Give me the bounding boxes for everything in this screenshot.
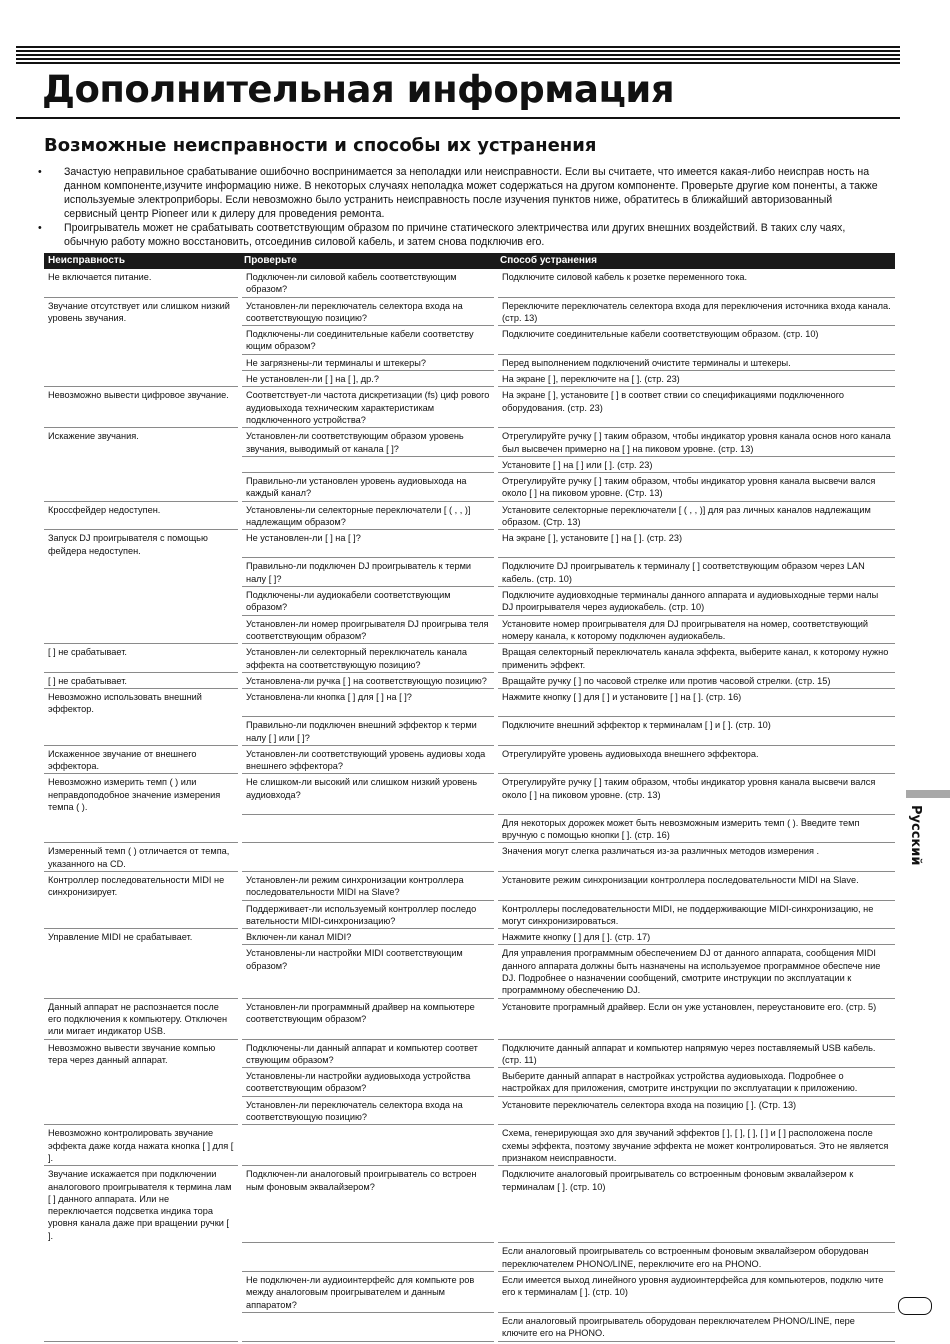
- cell-check: Включен-ли канал MIDI?: [240, 929, 496, 945]
- cell-problem: [44, 1243, 240, 1272]
- cell-check: Установлен-ли соответствующим образом уровень звучания, выводимый от канала [ ]?: [240, 428, 496, 457]
- table-row: [44, 1068, 895, 1097]
- cell-check: Установлен-ли соответствующий уровень аудиовы хода внешнего эффектора?: [240, 745, 496, 774]
- cell-remedy: На экране [ ], переключите на [ ]. (стр. 23): [496, 371, 895, 387]
- cell-check: Правильно-ли установлен уровень аудиовыхода на каждый канал?: [240, 473, 496, 502]
- table-row: [44, 501, 895, 530]
- table-row: [44, 1039, 895, 1068]
- cell-problem: [44, 615, 240, 644]
- cell-remedy: Подключите силовой кабель к розетке переменного тока.: [496, 269, 895, 297]
- cell-problem: [44, 587, 240, 616]
- cell-problem: [44, 1312, 240, 1341]
- cell-check: Установлены-ли селекторные переключатели [ ( , , )] надлежащим образом?: [240, 501, 496, 530]
- cell-remedy: Установите режим синхронизации контроллера последовательности MIDI на Slave.: [496, 871, 895, 900]
- table-row: [44, 326, 895, 355]
- title-rule: [16, 117, 900, 119]
- cell-check: Правильно-ли подключен внешний эффектор к терми налу [ ] или [ ]?: [240, 717, 496, 746]
- table-row: [44, 473, 895, 502]
- cell-remedy: Отрегулируйте ручку [ ] таким образом, чтобы индикатор уровня канала высвечи вался около [ ] на пиковом уровне. (Стр. 13): [496, 473, 895, 502]
- cell-problem: [44, 717, 240, 746]
- cell-check: [240, 814, 496, 843]
- table-header-row: [44, 253, 895, 269]
- cell-check: Установлен-ли номер проигрывателя DJ проигрыва теля соответствующим образом?: [240, 615, 496, 644]
- language-tab-marker: [906, 790, 950, 798]
- cell-remedy: Нажмите кнопку [ ] для [ ] и установите [ ] на [ ]. (стр. 16): [496, 689, 895, 717]
- cell-problem: Невозможно вывести звучание компью тера через данный аппарат.: [48, 1042, 216, 1065]
- cell-remedy: Для некоторых дорожек может быть невозможным измерить темп ( ). Введите темп вручную с помощью кнопки [ ]. (стр. 16): [496, 814, 895, 843]
- page-number-badge: [898, 1297, 932, 1315]
- cell-problem: Искажение звучания.: [48, 431, 139, 442]
- cell-remedy: Схема, генерирующая эхо для звучаний эффектов [ ], [ ], [ ], [ ] и [ ] расположена после схемы эффекта, поэтому звучание эффекта не может контролироваться. Это не является признаком неисправности.: [496, 1125, 895, 1166]
- table-row: [44, 615, 895, 644]
- cell-check: Не слишком-ли высокий или слишком низкий уровень аудиовхода?: [240, 774, 496, 814]
- cell-remedy: Контроллеры последовательности MIDI, не поддерживающие MIDI-синхронизацию, не могут синхронизироваться.: [496, 900, 895, 929]
- cell-problem: Невозможно использовать внешний эффектор.: [48, 692, 202, 715]
- cell-problem: Невозможно контролировать звучание эффекта даже когда нажата кнопка [ ] для [ ].: [44, 1125, 240, 1166]
- cell-problem: [44, 1272, 240, 1313]
- cell-check: Установлена-ли кнопка [ ] для [ ] на [ ]?: [240, 689, 496, 717]
- cell-remedy: Установите номер проигрывателя для DJ проигрывателя на номер, соответствующий номеру канала, к которому подключен аудиокабель.: [496, 615, 895, 644]
- table-body: [44, 269, 895, 1341]
- cell-problem: [44, 900, 240, 929]
- cell-check: [240, 1125, 496, 1166]
- table-row: [44, 672, 895, 688]
- cell-remedy: Подключите данный аппарат и компьютер напрямую через поставляемый USB кабель. (стр. 11): [496, 1039, 895, 1068]
- cell-check: Установлен-ли программный драйвер на компьютере соответствующим образом?: [240, 998, 496, 1039]
- cell-problem: [44, 354, 240, 370]
- cell-remedy: Отрегулируйте ручку [ ] таким образом, чтобы индикатор уровня канала основ ного канала был высвечен примерно на [ ] на пиковом уровне. (стр. 13): [496, 428, 895, 457]
- cell-remedy: Подключите аналоговый проигрыватель со встроенным фоновым эквалайзером к терминалам [ ]. (стр. 10): [496, 1166, 895, 1243]
- cell-problem: [44, 1068, 240, 1097]
- table-row: [44, 900, 895, 929]
- cell-check: Правильно-ли подключен DJ проигрыватель к терми налу [ ]?: [240, 558, 496, 587]
- cell-problem: Управление MIDI не срабатывает.: [48, 932, 193, 943]
- table-row: [44, 428, 895, 457]
- table-row: [44, 1312, 895, 1341]
- header-stripes: [16, 46, 900, 65]
- table-row: [44, 871, 895, 900]
- cell-remedy: Если аналоговый проигрыватель оборудован переключателем PHONO/LINE, пере ключите его на PHONO.: [496, 1312, 895, 1341]
- cell-problem: [44, 1096, 240, 1125]
- cell-problem: Контроллер последовательности MIDI не синхронизирует.: [48, 874, 225, 898]
- table-row: [44, 745, 895, 774]
- cell-remedy: Подключите соединительные кабели соответствующим образом. (стр. 10): [496, 326, 895, 355]
- cell-check: Установлен-ли переключатель селектора входа на соответствующую позицию?: [240, 1096, 496, 1125]
- cell-check: Подключены-ли соединительные кабели соответству ющим образом?: [240, 326, 496, 355]
- cell-problem: [44, 945, 240, 998]
- table-row: [44, 587, 895, 616]
- cell-problem: Искаженное звучание от внешнего эффектора.: [44, 745, 240, 774]
- table-row: [44, 1096, 895, 1125]
- cell-problem: Звучание искажается при подключении аналогового проигрывателя к термина лам [ ] данного аппарата. Или не переключается подсветка индика тора уровня канала даже при вращении ручки [ ].: [48, 1169, 232, 1241]
- table-row: [44, 1272, 895, 1313]
- table-row: [44, 929, 895, 945]
- table-row: [44, 1125, 895, 1166]
- cell-remedy: Установите переключатель селектора входа на позицию [ ]. (Стр. 13): [496, 1096, 895, 1125]
- table-row: [44, 269, 895, 297]
- cell-problem: Не включается питание.: [44, 269, 240, 297]
- cell-remedy: Подключите внешний эффектор к терминалам [ ] и [ ]. (стр. 10): [496, 717, 895, 746]
- cell-problem: Данный аппарат не распознается после его подключения к компьютеру. Отключен или мигает индикатор USB.: [44, 998, 240, 1039]
- cell-remedy: Установите програмный драйвер. Если он уже установлен, переустановите его. (стр. 5): [496, 998, 895, 1039]
- cell-check: Установлен-ли режим синхронизации контроллера последовательности MIDI на Slave?: [240, 871, 496, 900]
- cell-check: Не подключен-ли аудиоинтерфейс для компьюте ров между аналоговым проигрывателем и данным аппаратом?: [240, 1272, 496, 1313]
- header-problem: Неисправность: [44, 253, 240, 269]
- cell-check: Не установлен-ли [ ] на [ ]?: [240, 530, 496, 558]
- cell-problem: [44, 371, 240, 387]
- troubleshooting-table: [44, 253, 895, 1342]
- header-remedy: Способ устранения: [496, 253, 895, 269]
- table-row: [44, 843, 895, 872]
- table-row: [44, 717, 895, 746]
- cell-remedy: Перед выполнением подключений очистите терминалы и штекеры.: [496, 354, 895, 370]
- cell-check: Подключен-ли аналоговый проигрыватель со встроен ным фоновым эквалайзером?: [240, 1166, 496, 1243]
- language-side-label: Русский: [908, 805, 923, 866]
- cell-remedy: На экране [ ], установите [ ] в соответ ствии со спецификациями подключенного оборудования. (стр. 23): [496, 387, 895, 428]
- cell-problem: [44, 456, 240, 472]
- cell-check: [240, 456, 496, 472]
- header-check: Проверьте: [240, 253, 496, 269]
- cell-check: Установлен-ли селекторный переключатель канала эффекта на соответствующую позицию?: [240, 644, 496, 673]
- cell-remedy: Подключите DJ проигрыватель к терминалу [ ] соответствующим образом через LAN кабель. (стр. 10): [496, 558, 895, 587]
- section-title: Возможные неисправности и способы их устранения: [44, 135, 597, 156]
- table-row: [44, 387, 895, 428]
- table-row: [44, 558, 895, 587]
- cell-check: Установлена-ли ручка [ ] на соответствующую позицию?: [240, 672, 496, 688]
- cell-remedy: Отрегулируйте ручку [ ] таким образом, чтобы индикатор уровня канала высвечи вался около [ ] на пиковом уровне. (стр. 13): [496, 774, 895, 814]
- table-row: [44, 945, 895, 998]
- table-row: [44, 530, 895, 558]
- cell-remedy: Выберите данный аппарат в настройках устройства аудиовыхода. Подробнее о настройках для приложения, смотрите инструкции по эксплуатации к приложению.: [496, 1068, 895, 1097]
- cell-remedy: Вращайте ручку [ ] по часовой стрелке или против часовой стрелки. (стр. 15): [496, 672, 895, 688]
- table-row: [44, 1243, 895, 1272]
- cell-check: [240, 1312, 496, 1341]
- cell-problem: Кроссфейдер недоступен.: [44, 501, 240, 530]
- cell-problem: Невозможно вывести цифровое звучание.: [44, 387, 240, 428]
- cell-remedy: Нажмите кнопку [ ] для [ ]. (стр. 17): [496, 929, 895, 945]
- cell-problem: [44, 558, 240, 587]
- cell-check: [240, 843, 496, 872]
- cell-check: Установлены-ли настройки аудиовыхода устройства соответствующим образом?: [240, 1068, 496, 1097]
- cell-problem: [44, 814, 240, 843]
- table-row: [44, 689, 895, 717]
- cell-problem: [ ] не срабатывает.: [44, 644, 240, 673]
- cell-problem: Измеренный темп ( ) отличается от темпа, указанного на CD.: [44, 843, 240, 872]
- cell-remedy: Переключите переключатель селектора входа для переключения источника входа канала. (стр. 13): [496, 297, 895, 326]
- table-row: [44, 774, 895, 814]
- cell-check: Установлены-ли настройки MIDI соответствующим образом?: [240, 945, 496, 998]
- cell-remedy: Установите [ ] на [ ] или [ ]. (стр. 23): [496, 456, 895, 472]
- table-row: [44, 297, 895, 326]
- cell-remedy: Установите селекторные переключатели [ ( , , )] для раз личных каналов надлежащим образом. (Стр. 13): [496, 501, 895, 530]
- cell-remedy: Если имеется выход линейного уровня аудиоинтерфейса для компьютеров, подклю чите его к терминалам [ ]. (стр. 10): [496, 1272, 895, 1313]
- table-row: [44, 456, 895, 472]
- cell-problem: [44, 473, 240, 502]
- cell-check: Подключены-ли аудиокабели соответствующим образом?: [240, 587, 496, 616]
- cell-remedy: Вращая селекторный переключатель канала эффекта, выберите канал, к которому нужно применить эффект.: [496, 644, 895, 673]
- cell-check: Соответствует-ли частота дискретизации (fs) циф рового аудиовыхода техническим характеристикам подключенного устройства?: [240, 387, 496, 428]
- table-row: [44, 1166, 895, 1243]
- cell-problem: [ ] не срабатывает.: [44, 672, 240, 688]
- cell-remedy: Значения могут слегка различаться из-за различных методов измерения .: [496, 843, 895, 872]
- intro-item: • Зачастую неправильное срабатывание ошибочно воспринимается за неполадки или неисправности. Если вы считаете, что имеется какая-либо неисправ ность на данном компоненте,изучите информацию ниже. В некоторых случаях неполадка может содержаться на другом компоненте. Проверьте другие ком поненты, а также используемые электроприборы. Если невозможно было устранить неисправность после изучения пунктов ниже, обратитесь в ближайший авторизованный сервисный центр Pioneer или к дилеру для проведения ремонта.: [38, 165, 886, 221]
- cell-problem: [44, 326, 240, 355]
- cell-check: Подключен-ли силовой кабель соответствующим образом?: [240, 269, 496, 297]
- cell-remedy: На экране [ ], установите [ ] на [ ]. (стр. 23): [496, 530, 895, 558]
- cell-remedy: Подключите аудиовходные терминалы данного аппарата и аудиовыходные терми налы DJ проигрывателя через аудиокабель. (стр. 10): [496, 587, 895, 616]
- intro-item: • Проигрыватель может не срабатывать соответствующим образом по причине статического электричества или других внешних воздействий. В таких слу чаях, обычную работу можно восстановить, отсоединив силовой кабель, и затем снова подключив его.: [38, 221, 886, 249]
- cell-check: Подключены-ли данный аппарат и компьютер соответ ствующим образом?: [240, 1039, 496, 1068]
- cell-remedy: Если аналоговый проигрыватель со встроенным фоновым эквалайзером оборудован переключателем PHONO/LINE, переключите его на PHONO.: [496, 1243, 895, 1272]
- table-row: [44, 998, 895, 1039]
- table-row: [44, 371, 895, 387]
- chapter-title: Дополнительная информация: [42, 68, 675, 111]
- intro-list: [38, 165, 886, 249]
- cell-problem: Звучание отсутствует или слишком низкий уровень звучания.: [48, 300, 230, 323]
- table-row: [44, 644, 895, 673]
- cell-remedy: Для управления программным обеспечением DJ от данного аппарата, сообщения MIDI данного аппарата должны быть назначены на используемое программное обеспече ние DJ. Подробнее о назначении сообщений, смотрите инструкции по эксплуатации к программному обеспечению DJ.: [496, 945, 895, 998]
- table-row: [44, 814, 895, 843]
- cell-check: Не установлен-ли [ ] на [ ], др.?: [240, 371, 496, 387]
- cell-check: Поддерживает-ли используемый контроллер последо вательности MIDI-синхронизацию?: [240, 900, 496, 929]
- cell-problem: Невозможно измерить темп ( ) или неправдоподобное значение измерения темпа ( ).: [48, 777, 221, 812]
- cell-check: Установлен-ли переключатель селектора входа на соответствующую позицию?: [240, 297, 496, 326]
- table-row: [44, 354, 895, 370]
- cell-check: [240, 1243, 496, 1272]
- cell-check: Не загрязнены-ли терминалы и штекеры?: [240, 354, 496, 370]
- cell-remedy: Отрегулируйте уровень аудиовыхода внешнего эффектора.: [496, 745, 895, 774]
- cell-problem: Запуск DJ проигрывателя с помощью фейдера недоступен.: [48, 533, 208, 556]
